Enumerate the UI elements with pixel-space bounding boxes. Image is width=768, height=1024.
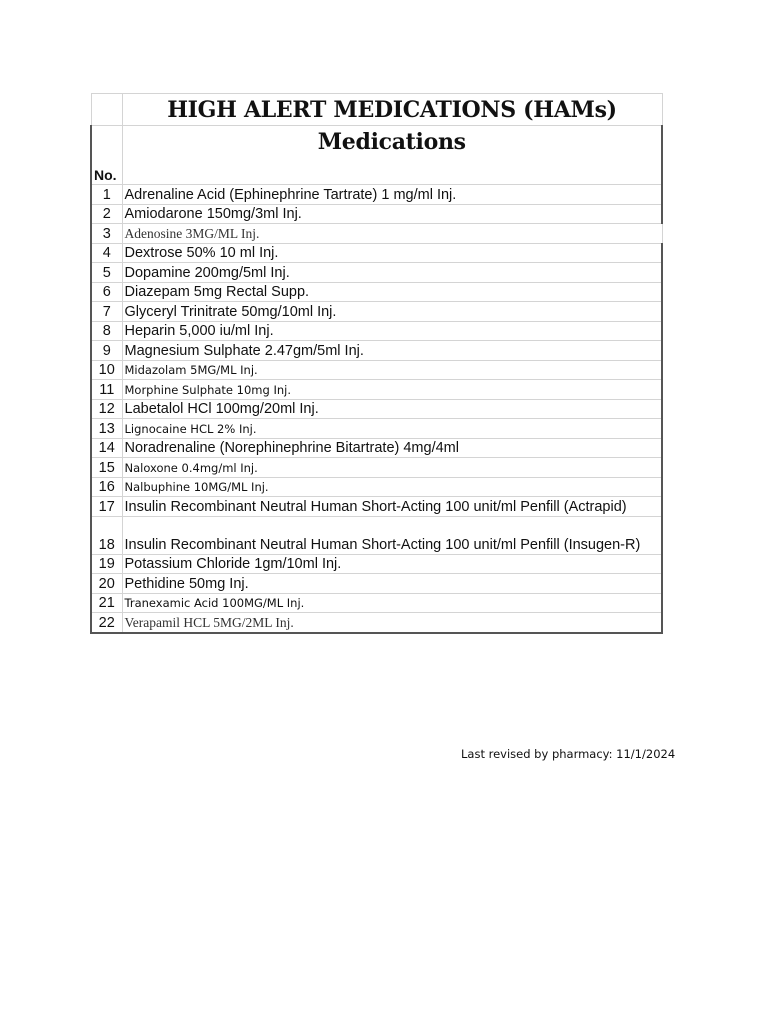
medication-name: Tranexamic Acid 100MG/ML Inj. [122, 593, 662, 613]
table-row [91, 380, 662, 400]
row-number: 22 [91, 613, 122, 633]
row-number: 7 [91, 302, 122, 322]
row-number: 3 [91, 224, 122, 244]
table-row [91, 613, 662, 633]
table-row [91, 341, 662, 361]
row-number: 5 [91, 263, 122, 283]
medication-name: Adrenaline Acid (Ephinephrine Tartrate) 1 mg/ml Inj. [122, 185, 662, 205]
title-row [91, 94, 662, 126]
row-number: 19 [91, 554, 122, 574]
medication-name: Potassium Chloride 1gm/10ml Inj. [122, 554, 662, 574]
medication-name: Pethidine 50mg Inj. [122, 574, 662, 594]
header-row [91, 126, 662, 185]
table-row [91, 419, 662, 439]
table-row [91, 204, 662, 224]
row-number: 9 [91, 341, 122, 361]
medication-name: Amiodarone 150mg/3ml Inj. [122, 204, 662, 224]
table-row [91, 224, 662, 244]
row-number: 17 [91, 497, 122, 517]
medication-name: Lignocaine HCL 2% Inj. [122, 419, 662, 439]
row-number: 4 [91, 243, 122, 263]
row-number: 13 [91, 419, 122, 439]
table-row [91, 243, 662, 263]
medication-name: Nalbuphine 10MG/ML Inj. [122, 477, 662, 497]
row-number: 10 [91, 360, 122, 380]
medication-name: Labetalol HCl 100mg/20ml Inj. [122, 399, 662, 419]
medication-name: Magnesium Sulphate 2.47gm/5ml Inj. [122, 341, 662, 361]
table-row [91, 302, 662, 322]
medication-name: Insulin Recombinant Neutral Human Short-Acting 100 unit/ml Penfill (Actrapid) [122, 497, 662, 517]
table-row [91, 321, 662, 341]
medication-name: Glyceryl Trinitrate 50mg/10ml Inj. [122, 302, 662, 322]
table-row [91, 360, 662, 380]
table-row [91, 516, 662, 554]
table-row [91, 458, 662, 478]
medication-name: Morphine Sulphate 10mg Inj. [122, 380, 662, 400]
table-row [91, 477, 662, 497]
row-number: 12 [91, 399, 122, 419]
high-alert-medications-table [90, 93, 663, 634]
row-number: 11 [91, 380, 122, 400]
table-row [91, 399, 662, 419]
row-number: 15 [91, 458, 122, 478]
table-row [91, 185, 662, 205]
table-row [91, 554, 662, 574]
row-number: 16 [91, 477, 122, 497]
medication-name: Verapamil HCL 5MG/2ML Inj. [122, 613, 662, 633]
row-number: 14 [91, 438, 122, 458]
title-blank-cell [91, 94, 122, 126]
row-number: 8 [91, 321, 122, 341]
row-number: 21 [91, 593, 122, 613]
medication-name: Dopamine 200mg/5ml Inj. [122, 263, 662, 283]
medication-name: Diazepam 5mg Rectal Supp. [122, 282, 662, 302]
table-row [91, 593, 662, 613]
table-title: HIGH ALERT MEDICATIONS (HAMs) [122, 94, 662, 126]
medication-name: Heparin 5,000 iu/ml Inj. [122, 321, 662, 341]
medication-name: Adenosine 3MG/ML Inj. [122, 224, 662, 244]
column-header-no: No. [91, 126, 122, 185]
row-number: 2 [91, 204, 122, 224]
last-revised-note: Last revised by pharmacy: 11/1/2024 [461, 747, 676, 761]
table-row [91, 263, 662, 283]
row-number: 1 [91, 185, 122, 205]
row-number: 6 [91, 282, 122, 302]
medication-name: Insulin Recombinant Neutral Human Short-Acting 100 unit/ml Penfill (Insugen-R) [122, 516, 662, 554]
medication-name: Noradrenaline (Norephinephrine Bitartrate) 4mg/4ml [122, 438, 662, 458]
column-header-medications: Medications [122, 126, 662, 185]
table-row [91, 497, 662, 517]
table-row [91, 574, 662, 594]
row-number: 18 [91, 516, 122, 554]
row-number: 20 [91, 574, 122, 594]
table-row [91, 282, 662, 302]
medication-name: Midazolam 5MG/ML Inj. [122, 360, 662, 380]
table-row [91, 438, 662, 458]
medication-name: Dextrose 50% 10 ml Inj. [122, 243, 662, 263]
medication-name: Naloxone 0.4mg/ml Inj. [122, 458, 662, 478]
